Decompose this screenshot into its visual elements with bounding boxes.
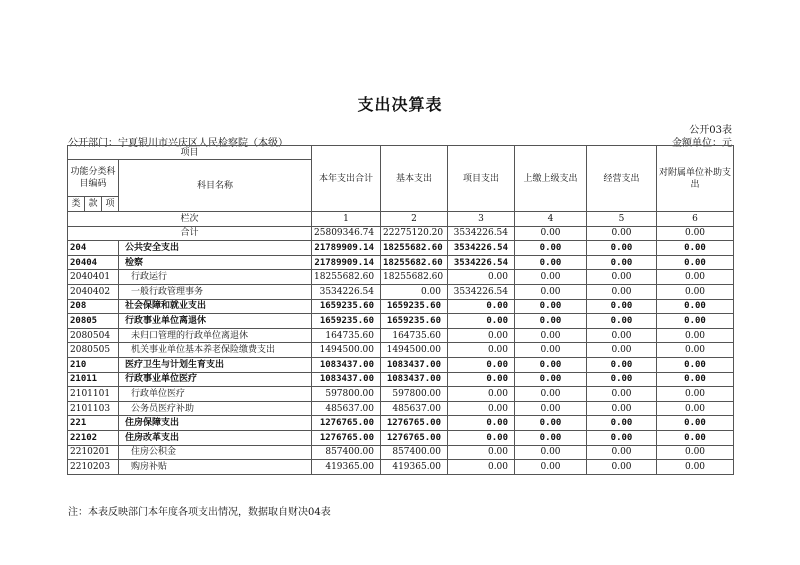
row-value: 164735.60 (381, 328, 448, 343)
row-value: 0.00 (448, 387, 515, 402)
row-name: 行政事业单位医疗 (119, 372, 312, 387)
row-code: 2210201 (68, 445, 119, 460)
row-value: 485637.00 (381, 401, 448, 416)
row-value: 0.00 (657, 357, 734, 372)
row-value: 0.00 (657, 372, 734, 387)
row-code: 2210203 (68, 460, 119, 475)
row-value: 0.00 (657, 445, 734, 460)
row-value: 18255682.60 (381, 270, 448, 285)
row-value: 0.00 (587, 270, 657, 285)
row-value: 0.00 (587, 372, 657, 387)
row-code: 2101101 (68, 387, 119, 402)
header-xiang: 项 (102, 197, 119, 212)
row-value: 0.00 (587, 328, 657, 343)
row-value: 0.00 (515, 430, 587, 445)
row-code: 2040401 (68, 270, 119, 285)
row-value: 18255682.60 (381, 255, 448, 270)
row-value: 597800.00 (312, 387, 381, 402)
department-label: 公开部门：宁夏银川市兴庆区人民检察院（本级） (68, 138, 288, 149)
row-value: 18255682.60 (381, 241, 448, 256)
row-name: 住房保障支出 (119, 416, 312, 431)
row-value: 0.00 (657, 314, 734, 329)
row-value: 419365.00 (312, 460, 381, 475)
header-basic: 基本支出 (381, 146, 448, 212)
row-value: 3534226.54 (312, 284, 381, 299)
row-value: 0.00 (657, 241, 734, 256)
row-code: 208 (68, 299, 119, 314)
row-value: 0.00 (515, 401, 587, 416)
row-value: 0.00 (448, 430, 515, 445)
table-row (68, 387, 734, 402)
table-row (68, 430, 734, 445)
row-value: 0.00 (448, 460, 515, 475)
row-value: 0.00 (657, 416, 734, 431)
row-value: 1494500.00 (381, 343, 448, 358)
row-value: 0.00 (515, 299, 587, 314)
table-row (68, 255, 734, 270)
row-value: 0.00 (587, 299, 657, 314)
row-value: 1276765.00 (312, 430, 381, 445)
row-name: 行政事业单位离退休 (119, 314, 312, 329)
row-value: 0.00 (515, 284, 587, 299)
row-code: 221 (68, 416, 119, 431)
column-number-row (68, 212, 734, 227)
row-value: 0.00 (448, 416, 515, 431)
table-row (68, 270, 734, 285)
row-name: 机关事业单位基本养老保险缴费支出 (119, 343, 312, 358)
row-value: 0.00 (587, 343, 657, 358)
row-name: 医疗卫生与计划生育支出 (119, 357, 312, 372)
table-row (68, 357, 734, 372)
row-value: 1659235.60 (312, 314, 381, 329)
row-value: 0.00 (587, 430, 657, 445)
row-value: 0.00 (448, 372, 515, 387)
table-header (68, 146, 734, 212)
row-value: 0.00 (515, 328, 587, 343)
row-value: 0.00 (448, 401, 515, 416)
row-value: 0.00 (448, 357, 515, 372)
table-row (68, 284, 734, 299)
row-code: 2080505 (68, 343, 119, 358)
table-row (68, 401, 734, 416)
row-value: 0.00 (587, 357, 657, 372)
form-number: 公开03表 (689, 125, 732, 136)
row-value: 0.00 (515, 270, 587, 285)
row-value: 0.00 (657, 270, 734, 285)
row-value: 0.00 (515, 416, 587, 431)
row-value: 0.00 (515, 255, 587, 270)
row-value: 0.00 (515, 445, 587, 460)
row-value: 0.00 (515, 460, 587, 475)
row-name: 住房公积金 (119, 445, 312, 460)
row-value: 0.00 (515, 387, 587, 402)
row-value: 0.00 (657, 460, 734, 475)
row-value: 485637.00 (312, 401, 381, 416)
table-body (68, 212, 734, 475)
header-project: 项目支出 (448, 146, 515, 212)
row-value: 0.00 (587, 387, 657, 402)
row-value: 0.00 (657, 299, 734, 314)
amount-unit: 金额单位：元 (672, 138, 732, 149)
total-value: 0.00 (515, 226, 587, 241)
row-value: 0.00 (587, 314, 657, 329)
col-num: 4 (515, 212, 587, 227)
table-row (68, 299, 734, 314)
row-value: 0.00 (657, 430, 734, 445)
row-value: 3534226.54 (448, 255, 515, 270)
lanci-label: 栏次 (68, 212, 312, 227)
row-value: 0.00 (587, 255, 657, 270)
row-value: 0.00 (587, 416, 657, 431)
row-value: 597800.00 (381, 387, 448, 402)
row-name: 购房补贴 (119, 460, 312, 475)
row-value: 1083437.00 (381, 372, 448, 387)
row-code: 204 (68, 241, 119, 256)
row-value: 0.00 (515, 314, 587, 329)
row-value: 419365.00 (381, 460, 448, 475)
row-value: 21789909.14 (312, 241, 381, 256)
table-row (68, 460, 734, 475)
table-row (68, 445, 734, 460)
table-row (68, 241, 734, 256)
row-value: 1083437.00 (312, 372, 381, 387)
total-value: 0.00 (657, 226, 734, 241)
row-value: 0.00 (515, 241, 587, 256)
header-subject-name: 科目名称 (119, 160, 312, 212)
row-value: 0.00 (448, 445, 515, 460)
header-subsidy: 对附属单位补助支出 (657, 146, 734, 212)
table-row (68, 416, 734, 431)
row-value: 0.00 (448, 343, 515, 358)
row-value: 1276765.00 (381, 430, 448, 445)
expenditure-table (67, 145, 734, 475)
row-value: 1659235.60 (312, 299, 381, 314)
table-row (68, 372, 734, 387)
row-value: 0.00 (448, 328, 515, 343)
row-value: 1083437.00 (381, 357, 448, 372)
row-code: 2101103 (68, 401, 119, 416)
header-business: 经营支出 (587, 146, 657, 212)
col-num: 1 (312, 212, 381, 227)
row-value: 0.00 (515, 343, 587, 358)
total-value: 0.00 (587, 226, 657, 241)
row-value: 0.00 (657, 328, 734, 343)
row-value: 0.00 (381, 284, 448, 299)
row-value: 3534226.54 (448, 284, 515, 299)
row-name: 未归口管理的行政单位离退休 (119, 328, 312, 343)
row-value: 1659235.60 (381, 314, 448, 329)
row-value: 857400.00 (381, 445, 448, 460)
row-code: 21011 (68, 372, 119, 387)
row-value: 0.00 (587, 284, 657, 299)
row-code: 20805 (68, 314, 119, 329)
col-num: 2 (381, 212, 448, 227)
row-value: 0.00 (448, 299, 515, 314)
row-code: 22102 (68, 430, 119, 445)
row-value: 0.00 (657, 255, 734, 270)
table-row (68, 328, 734, 343)
row-code: 2080504 (68, 328, 119, 343)
total-value: 25809346.74 (312, 226, 381, 241)
row-value: 0.00 (657, 387, 734, 402)
row-name: 行政运行 (119, 270, 312, 285)
total-label: 合计 (68, 226, 312, 241)
row-name: 一般行政管理事务 (119, 284, 312, 299)
row-name: 公共安全支出 (119, 241, 312, 256)
header-item: 项目 (68, 146, 312, 160)
row-value: 0.00 (587, 460, 657, 475)
row-value: 857400.00 (312, 445, 381, 460)
header-kuan: 款 (85, 197, 102, 212)
row-value: 0.00 (657, 284, 734, 299)
col-num: 5 (587, 212, 657, 227)
row-value: 0.00 (587, 401, 657, 416)
col-num: 6 (657, 212, 734, 227)
row-value: 0.00 (515, 357, 587, 372)
row-name: 检察 (119, 255, 312, 270)
row-code: 20404 (68, 255, 119, 270)
total-value: 22275120.20 (381, 226, 448, 241)
row-value: 21789909.14 (312, 255, 381, 270)
row-value: 1083437.00 (312, 357, 381, 372)
row-value: 1276765.00 (381, 416, 448, 431)
row-value: 0.00 (657, 343, 734, 358)
row-value: 1494500.00 (312, 343, 381, 358)
row-value: 0.00 (448, 270, 515, 285)
row-name: 行政单位医疗 (119, 387, 312, 402)
row-value: 0.00 (587, 241, 657, 256)
row-value: 18255682.60 (312, 270, 381, 285)
footnote: 注：本表反映部门本年度各项支出情况，数据取自财决04表 (68, 507, 331, 518)
row-value: 0.00 (448, 314, 515, 329)
row-value: 3534226.54 (448, 241, 515, 256)
row-value: 0.00 (657, 401, 734, 416)
table-row (68, 343, 734, 358)
row-code: 210 (68, 357, 119, 372)
header-upper: 上缴上级支出 (515, 146, 587, 212)
row-name: 社会保障和就业支出 (119, 299, 312, 314)
row-value: 1659235.60 (381, 299, 448, 314)
row-name: 公务员医疗补助 (119, 401, 312, 416)
total-value: 3534226.54 (448, 226, 515, 241)
table-row (68, 314, 734, 329)
row-name: 住房改革支出 (119, 430, 312, 445)
header-total: 本年支出合计 (312, 146, 381, 212)
header-func-code: 功能分类科目编码 (68, 160, 119, 197)
row-value: 0.00 (587, 445, 657, 460)
row-value: 1276765.00 (312, 416, 381, 431)
row-code: 2040402 (68, 284, 119, 299)
page-title: 支出决算表 (357, 95, 443, 114)
col-num: 3 (448, 212, 515, 227)
row-value: 0.00 (515, 372, 587, 387)
header-lei: 类 (68, 197, 85, 212)
total-row (68, 226, 734, 241)
row-value: 164735.60 (312, 328, 381, 343)
